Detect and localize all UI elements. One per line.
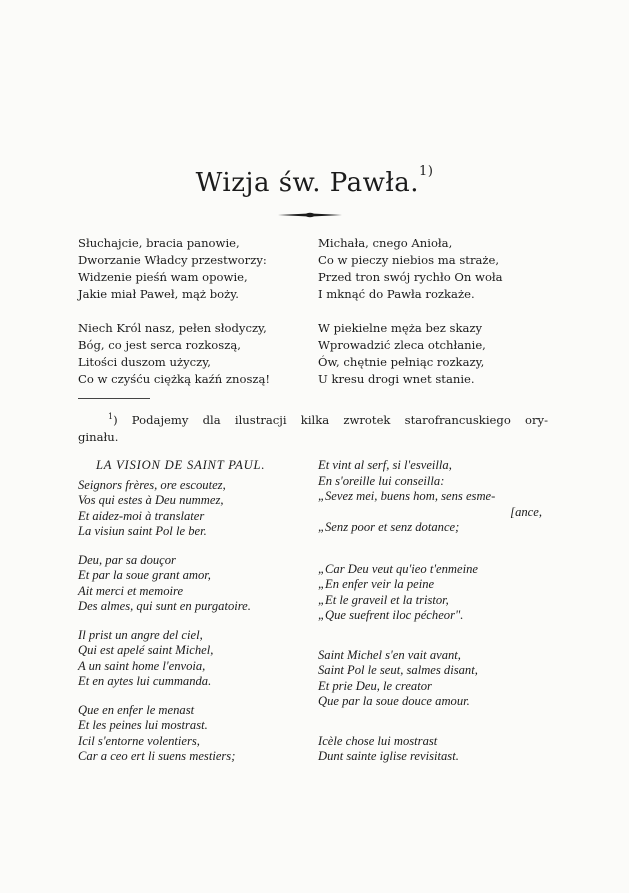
verse-line: Ait merci et memoire bbox=[78, 583, 184, 598]
french-stanza bbox=[78, 703, 265, 765]
verse-line: „Sevez mei, buens hom, sens esme- bbox=[318, 489, 496, 503]
french-stanza bbox=[78, 628, 265, 690]
verse-line: Bóg, co jest serca rozkoszą, bbox=[78, 338, 241, 352]
verse-line: Co w pieczy niebios ma straże, bbox=[318, 253, 500, 267]
verse-line: Que en enfer le menast bbox=[78, 702, 195, 717]
french-stanza bbox=[318, 458, 546, 536]
verse-line: Et les peines lui mostrast. bbox=[78, 718, 208, 732]
verse-line: Des almes, qui sunt en purgatoire. bbox=[78, 599, 251, 613]
verse-line: „Et le graveil et la tristor, bbox=[318, 592, 449, 607]
title-footnote-mark: 1) bbox=[419, 164, 434, 179]
verse-line: Ów, chętnie pełniąc rozkazy, bbox=[318, 355, 485, 369]
verse-line: Dworzanie Władcy przestworzy: bbox=[78, 253, 267, 267]
verse-line: Wprowadzić zleca otchłanie, bbox=[318, 338, 486, 352]
verse-line: U kresu drogi wnet stanie. bbox=[318, 372, 475, 386]
footnote-line: ginału. bbox=[78, 429, 119, 444]
verse-line: Icèle chose lui mostrast bbox=[318, 733, 438, 748]
verse-line: Et en aytes lui cummanda. bbox=[78, 674, 212, 688]
french-column-left bbox=[78, 458, 265, 765]
verse-line: Jakie miał Paweł, mąż boży. bbox=[78, 287, 239, 301]
verse-line: „Que suefrent iloc pécheor". bbox=[318, 608, 464, 622]
verse-line: Widzenie pieśń wam opowie, bbox=[78, 270, 248, 284]
french-stanza bbox=[318, 734, 546, 765]
french-heading: LA VISION DE SAINT PAUL. bbox=[96, 458, 266, 472]
verse-line: Il prist un angre del ciel, bbox=[78, 627, 203, 642]
french-stanza bbox=[78, 553, 265, 615]
verse-line: Michała, cnego Anioła, bbox=[318, 236, 453, 250]
title-ornament bbox=[278, 211, 342, 219]
verse-line: W piekielne męża bez skazy bbox=[318, 321, 483, 335]
verse-line-continuation: [ance, bbox=[510, 504, 542, 519]
french-stanza bbox=[318, 562, 546, 624]
verse-line: Litości duszom użyczy, bbox=[78, 355, 211, 369]
page-title bbox=[0, 164, 629, 198]
verse-line: Co w czyśću ciężką kaźń znoszą! bbox=[78, 372, 271, 386]
french-column-right bbox=[318, 458, 546, 765]
verse-line: Saint Michel s'en vait avant, bbox=[318, 647, 461, 662]
verse-line: Car a ceo ert li suens mestiers; bbox=[78, 749, 236, 763]
verse-line: Qui est apelé saint Michel, bbox=[78, 643, 214, 657]
footnote bbox=[78, 408, 548, 446]
footnote-text: ) Podajemy dla ilustracji kilka zwrotek starofrancuskiego ory- bbox=[113, 412, 548, 427]
verse-line: Niech Król nasz, pełen słodyczy, bbox=[78, 321, 267, 335]
polish-stanza-right-1 bbox=[318, 235, 503, 303]
verse-line: „Senz poor et senz dotance; bbox=[318, 520, 460, 534]
verse-line: Et vint al serf, si l'esveilla, bbox=[318, 458, 452, 472]
polish-stanza-left-1 bbox=[78, 235, 267, 303]
verse-line: „Car Deu veut qu'ieo t'enmeine bbox=[318, 561, 478, 576]
verse-line: Dunt sainte iglise revisitast. bbox=[318, 749, 459, 763]
verse-line: Icil s'entorne volentiers, bbox=[78, 733, 200, 748]
footnote-divider bbox=[78, 398, 150, 399]
verse-line: Przed tron swój rychło On woła bbox=[318, 270, 503, 284]
verse-line: I mknąć do Pawła rozkaże. bbox=[318, 287, 475, 301]
verse-line: A un saint home l'envoia, bbox=[78, 658, 206, 673]
footnote-line bbox=[78, 408, 548, 429]
verse-line: Saint Pol le seut, salmes disant, bbox=[318, 663, 478, 677]
verse-line: En s'oreille lui conseilla: bbox=[318, 473, 445, 488]
footnote-mark: 1 bbox=[108, 412, 114, 421]
title-text: Wizja św. Pawła. bbox=[195, 168, 420, 198]
verse-line: „En enfer veir la peine bbox=[318, 577, 435, 591]
verse-line: Et par la soue grant amor, bbox=[78, 568, 211, 582]
verse-line: Et aidez-moi à translater bbox=[78, 508, 205, 523]
verse-line: La visiun saint Pol le ber. bbox=[78, 524, 207, 538]
polish-stanza-right-2 bbox=[318, 320, 486, 388]
verse-line: Et prie Deu, le creator bbox=[318, 678, 432, 693]
verse-line: Słuchajcie, bracia panowie, bbox=[78, 236, 240, 250]
verse-line: Deu, par sa douçor bbox=[78, 552, 176, 567]
verse-line: Que par la soue douce amour. bbox=[318, 694, 470, 708]
french-stanza bbox=[318, 648, 546, 710]
verse-line: Seignors frères, ore escoutez, bbox=[78, 477, 226, 492]
french-stanza bbox=[78, 478, 265, 540]
verse-line: Vos qui estes à Deu nummez, bbox=[78, 493, 224, 507]
polish-stanza-left-2 bbox=[78, 320, 270, 388]
